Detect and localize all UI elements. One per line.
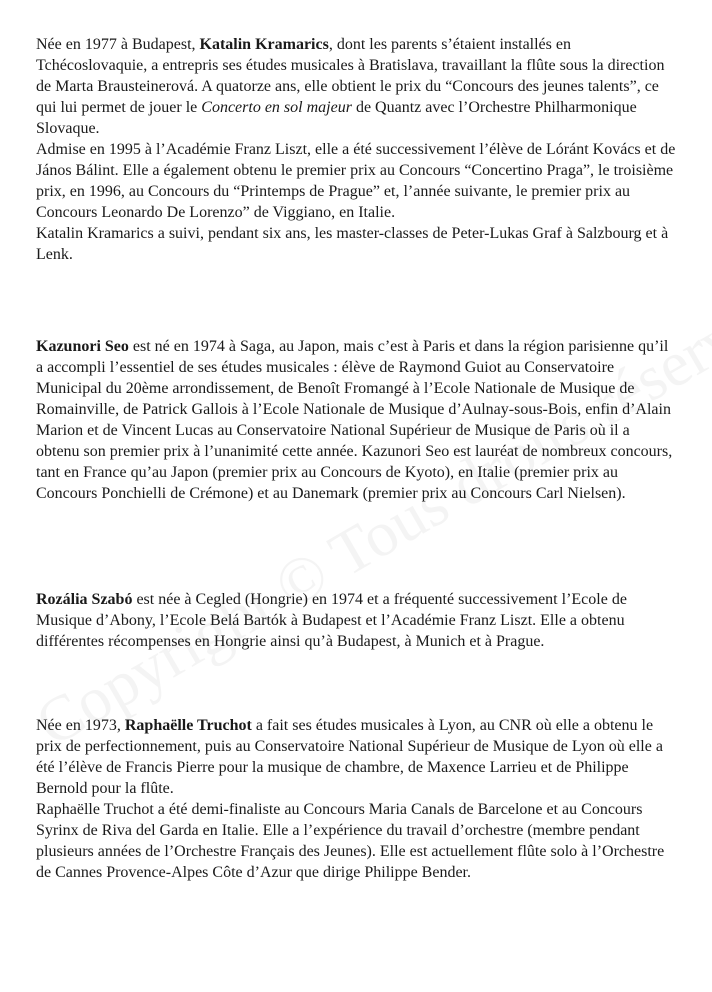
artist-name: Kazunori Seo bbox=[36, 338, 129, 355]
bio-paragraph: Katalin Kramarics a suivi, pendant six ans, les master-classes de Peter-Lukas Graf à Salzbourg et à Lenk. bbox=[36, 225, 669, 263]
bio-raphaelle-truchot bbox=[36, 715, 676, 883]
bio-katalin-kramarics bbox=[36, 34, 676, 265]
work-title: Concerto en sol majeur bbox=[201, 99, 352, 116]
bio-rozalia-szabo bbox=[36, 589, 676, 652]
artist-name: Rozália Szabó bbox=[36, 591, 133, 608]
bio-paragraph: Rozália Szabó est née à Cegled (Hongrie) en 1974 et a fréquenté successivement l’Ecole de Musique d’Abony, l’Ecole Belá Bartók à Budapest et l’Académie Franz Liszt. Elle a obtenu différentes récompenses en Hongrie ainsi qu’à Budapest, à Munich et à Prague. bbox=[36, 591, 627, 650]
artist-name: Katalin Kramarics bbox=[199, 36, 329, 53]
artist-name: Raphaëlle Truchot bbox=[124, 717, 252, 734]
bio-paragraph: Née en 1973, Raphaëlle Truchot a fait ses études musicales à Lyon, au CNR où elle a obtenu le prix de perfectionnement, puis au Conservatoire National Supérieur de Musique de Lyon où elle a été l’élève de Francis Pierre pour la musique de chambre, de Maxence Larrieu et de Philippe Bernold pour la flûte. bbox=[36, 717, 663, 797]
bio-paragraph: Raphaëlle Truchot a été demi-finaliste au Concours Maria Canals de Barcelone et au Concours Syrinx de Riva del Garda en Italie. Elle a l’expérience du travail d’orchestre (membre pendant plusieurs années de l’Orchestre Français des Jeunes). Elle est actuellement flûte solo à l’Orchestre de Cannes Provence-Alpes Côte d’Azur que dirige Philippe Bender. bbox=[36, 801, 665, 881]
bio-paragraph: Née en 1977 à Budapest, Katalin Kramarics, dont les parents s’étaient installés en Tchécoslovaquie, a entrepris ses études musicales à Bratislava, travaillant la flûte sous la direction de Marta Brausteinerová. A quatorze ans, elle obtient le prix du “Concours des jeunes talents”, ce qui lui permet de jouer le Concerto en sol majeur de Quantz avec l’Orchestre Philharmonique Slovaque. bbox=[36, 36, 665, 137]
bio-paragraph: Admise en 1995 à l’Académie Franz Liszt, elle a été successivement l’élève de Lóránt Kovács et de János Bálint. Elle a également obtenu le premier prix au Concours “Concertino Praga”, le troisième prix, en 1996, au Concours du “Printemps de Prague” et, l’année suivante, le premier prix au Concours Leonardo De Lorenzo” de Viggiano, en Italie. bbox=[36, 141, 676, 221]
bio-paragraph: Kazunori Seo est né en 1974 à Saga, au Japon, mais c’est à Paris et dans la région parisienne qu’il a accompli l’essentiel de ses études musicales : élève de Raymond Guiot au Conservatoire Municipal du 20ème arrondissement, de Benoît Fromangé à l’Ecole Nationale de Musique de Romainville, de Patrick Gallois à l’Ecole Nationale de Musique d’Aulnay-sous-Bois, enfin d’Alain Marion et de Vincent Lucas au Conservatoire National Supérieur de Musique de Paris où il a obtenu son premier prix à l’unanimité cette année. Kazunori Seo est lauréat de nombreux concours, tant en France qu’au Japon (premier prix au Concours de Kyoto), en Italie (premier prix au Concours Ponchielli de Crémone) et au Danemark (premier prix au Concours Carl Nielsen). bbox=[36, 338, 673, 502]
bio-kazunori-seo bbox=[36, 336, 676, 504]
